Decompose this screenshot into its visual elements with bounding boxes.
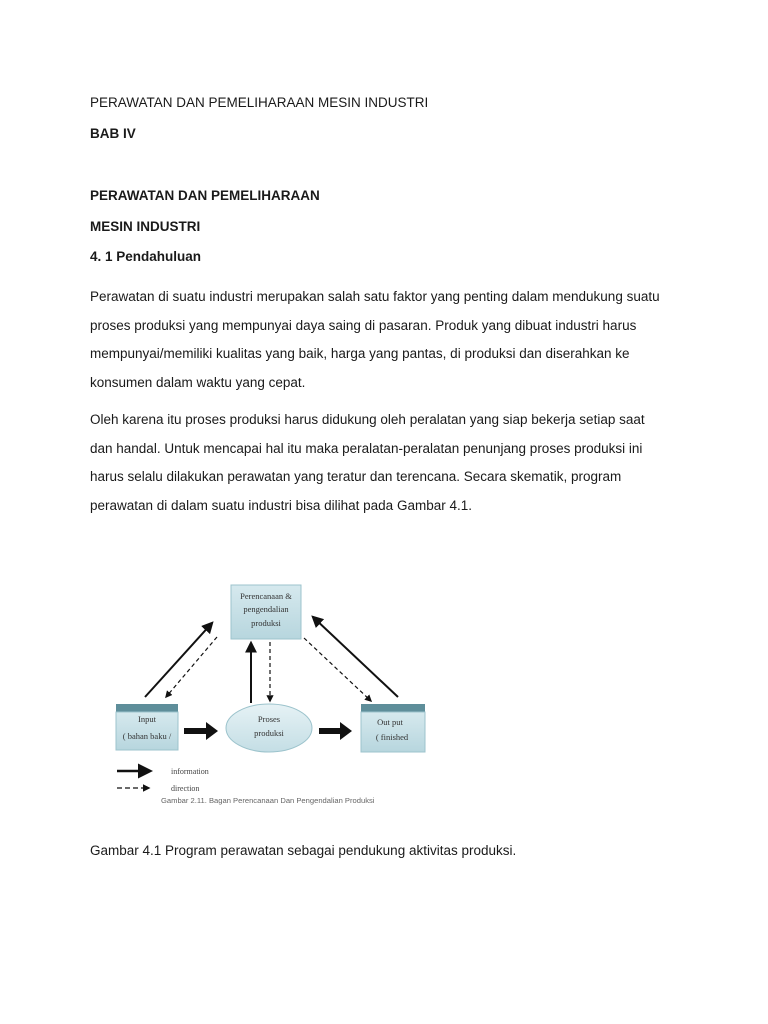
- left-box-line: Input: [138, 714, 156, 724]
- top-box: [231, 585, 301, 639]
- block-arrow-process-to-output: [319, 722, 352, 740]
- section-title-line-2: MESIN INDUSTRI: [90, 219, 201, 234]
- figure-caption: Gambar 4.1 Program perawatan sebagai pendukung aktivitas produksi.: [90, 843, 517, 858]
- right-box-line: ( finished: [375, 732, 409, 742]
- top-box-line: pengendalian: [243, 604, 289, 614]
- paragraph-line: Perawatan di suatu industri merupakan salah satu faktor yang penting dalam mendukung suatu: [90, 289, 660, 304]
- legend-solid-label: information: [171, 767, 209, 776]
- paragraph-line: perawatan di dalam suatu industri bisa dilihat pada Gambar 4.1.: [90, 497, 472, 513]
- right-box-line: Out put: [377, 717, 403, 727]
- legend-dashed-label: direction: [171, 784, 200, 793]
- paragraph-line: Oleh karena itu proses produksi harus didukung oleh peralatan yang siap bekerja setiap saat: [90, 412, 645, 427]
- solid-arrow-input-to-planning: [145, 623, 212, 697]
- section-title-line-1: PERAWATAN DAN PEMELIHARAAN: [90, 188, 320, 203]
- diagram-legend: [117, 767, 209, 793]
- left-box: [116, 704, 178, 750]
- paragraph-line: mempunyai/memiliki kualitas yang baik, harga yang pantas, di produksi dan diserahkan ke: [90, 346, 630, 361]
- chapter-label: BAB IV: [90, 126, 136, 141]
- dashed-arrow-planning-to-output: [304, 638, 371, 701]
- solid-arrow-output-to-planning: [313, 617, 398, 697]
- paragraph-line: konsumen dalam waktu yang cepat.: [90, 374, 306, 390]
- center-oval-line: Proses: [257, 714, 281, 724]
- document-title: PERAWATAN DAN PEMELIHARAAN MESIN INDUSTRI: [90, 95, 429, 110]
- figure-inner-caption: Gambar 2.11. Bagan Perencanaan Dan Pengendalian Produksi: [161, 796, 375, 805]
- right-box: [361, 704, 425, 752]
- block-arrow-input-to-process: [184, 722, 218, 740]
- center-oval: [226, 704, 312, 752]
- subsection-title: 4. 1 Pendahuluan: [90, 249, 202, 264]
- left-box-line: ( bahan baku /: [122, 731, 172, 741]
- paragraph-line: proses produksi yang mempunyai daya saing di pasaran. Produk yang dibuat industri harus: [90, 317, 637, 333]
- top-box-line: produksi: [251, 618, 281, 628]
- center-oval-line: produksi: [254, 728, 284, 738]
- paragraph-line: harus selalu dilakukan perawatan yang teratur dan terencana. Secara skematik, program: [90, 469, 622, 484]
- paragraph-line: dan handal. Untuk mencapai hal itu maka peralatan-peralatan penunjang proses produksi ini: [90, 440, 643, 456]
- top-box-line: Perencanaan &: [240, 591, 292, 601]
